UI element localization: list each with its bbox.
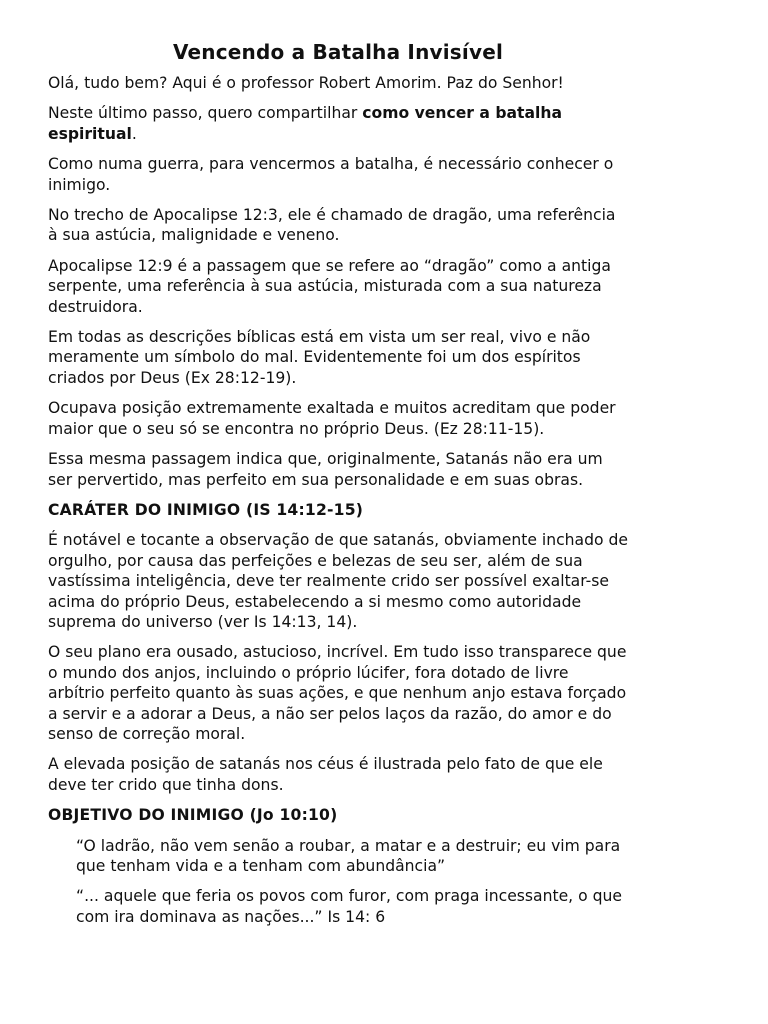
greeting-paragraph: Olá, tudo bem? Aqui é o professor Robert Amorim. Paz do Senhor! <box>48 74 564 92</box>
intro-paragraph <box>48 103 628 144</box>
body-paragraph: Essa mesma passagem indica que, originalmente, Satanás não era um ser pervertido, mas perfeito em sua personalidade e em suas obras. <box>48 450 603 489</box>
body-paragraph: Como numa guerra, para vencermos a batalha, é necessário conhecer o inimigo. <box>48 155 614 194</box>
character-paragraph: É notável e tocante a observação de que satanás, obviamente inchado de orgulho, por causa das perfeições e belezas de seu ser, além de sua vastíssima inteligência, deve ter realmente crido ser possível exaltar-se acima do próprio Deus, estabelecendo a si mesmo como autoridade suprema do universo (ver Is 14:13, 14). <box>48 531 628 631</box>
intro-bold-text: como vencer a batalha espiritual <box>48 104 562 143</box>
intro-text: Neste último passo, quero compartilhar <box>48 104 363 123</box>
section-heading-objective: OBJETIVO DO INIMIGO (Jo 10:10) <box>48 806 338 825</box>
body-paragraph: Em todas as descrições bíblicas está em vista um ser real, vivo e não meramente um símbolo do mal. Evidentemente foi um dos espíritos criados por Deus (Ex 28:12-19). <box>48 328 591 387</box>
character-paragraph: A elevada posição de satanás nos céus é ilustrada pelo fato de que ele deve ter crido que tinha dons. <box>48 755 603 794</box>
body-paragraph: Apocalipse 12:9 é a passagem que se refere ao “dragão” como a antiga serpente, uma referência à sua astúcia, misturada com a sua natureza destruidora. <box>48 256 611 316</box>
scripture-quote: “... aquele que feria os povos com furor, com praga incessante, o que com ira dominava as nações...” Is 14: 6 <box>76 887 622 926</box>
scripture-quote: “O ladrão, não vem senão a roubar, a matar e a destruir; eu vim para que tenham vida e a tenham com abundância” <box>76 836 621 875</box>
body-paragraph: No trecho de Apocalipse 12:3, ele é chamado de dragão, uma referência à sua astúcia, malignidade e veneno. <box>48 206 616 245</box>
section-heading-character: CARÁTER DO INIMIGO (IS 14:12-15) <box>48 500 364 519</box>
character-paragraph: O seu plano era ousado, astucioso, incrível. Em tudo isso transparece que o mundo dos anjos, incluindo o próprio lúcifer, fora dotado de livre arbítrio perfeito quanto às suas ações, e que nenhum anjo estava forçado a servir e a adorar a Deus, a não ser pelos laços da razão, do amor e do senso de correção moral. <box>48 643 627 743</box>
intro-end-text: . <box>131 124 137 143</box>
body-paragraph: Ocupava posição extremamente exaltada e muitos acreditam que poder maior que o seu só se encontra no próprio Deus. (Ez 28:11-15). <box>48 399 616 438</box>
document-title: Vencendo a Batalha Invisível <box>172 40 504 64</box>
document-page <box>48 38 628 937</box>
